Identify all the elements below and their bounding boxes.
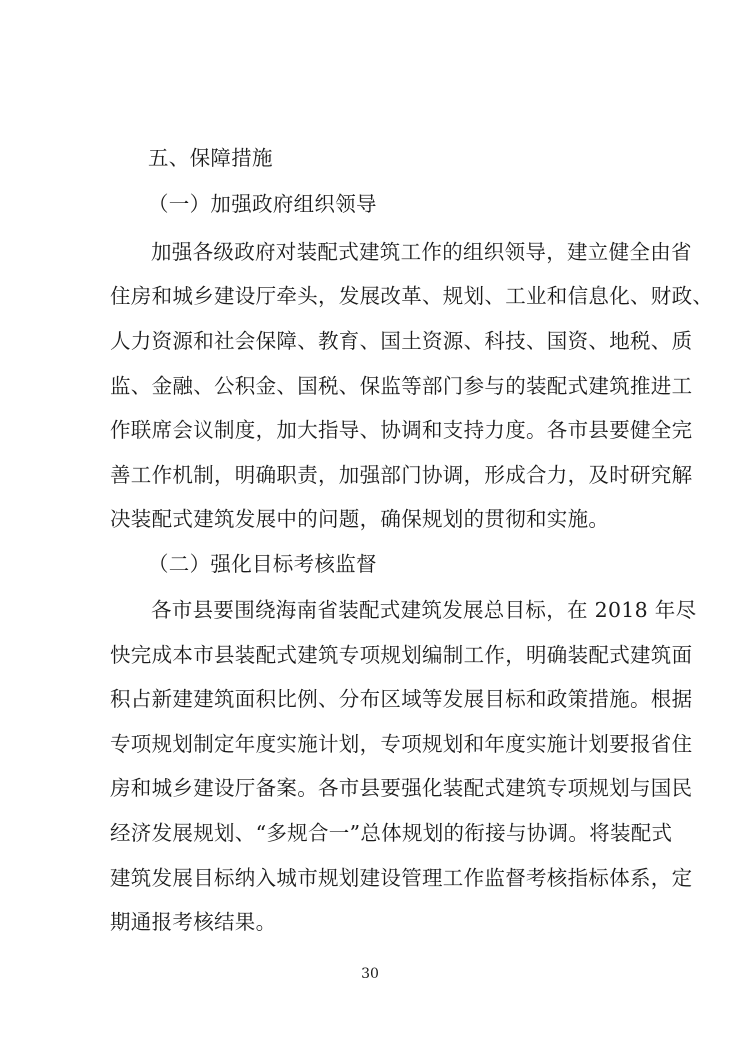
subsection-heading-2: （二）强化目标考核监督: [148, 552, 377, 576]
paragraph-line: 快完成本市县装配式建筑专项规划编制工作，明确装配式建筑面: [110, 643, 693, 667]
paragraph-line: 期通报考核结果。: [110, 910, 277, 934]
paragraph-line: 作联席会议制度，加大指导、协调和支持力度。各市县要健全完: [110, 418, 693, 442]
paragraph-line: 善工作机制，明确职责，加强部门协调，形成合力，及时研究解: [110, 463, 693, 487]
paragraph-line: 加强各级政府对装配式建筑工作的组织领导，建立健全由省: [151, 240, 692, 264]
section-heading: 五、保障措施: [148, 146, 273, 170]
paragraph-line: 建筑发展目标纳入城市规划建设管理工作监督考核指标体系，定: [110, 866, 693, 890]
paragraph-line: 人力资源和社会保障、教育、国土资源、科技、国资、地税、质: [110, 329, 693, 353]
paragraph-line: 监、金融、公积金、国税、保监等部门参与的装配式建筑推进工: [110, 374, 693, 398]
subsection-heading-1: （一）加强政府组织领导: [148, 192, 377, 216]
paragraph-line: 房和城乡建设厅备案。各市县要强化装配式建筑专项规划与国民: [110, 776, 693, 800]
paragraph-line: 专项规划制定年度实施计划，专项规划和年度实施计划要报省住: [110, 732, 693, 756]
paragraph-line: 积占新建建筑面积比例、分布区域等发展目标和政策措施。根据: [110, 687, 693, 711]
paragraph-line: 各市县要围绕海南省装配式建筑发展总目标，在 2018 年尽: [151, 598, 697, 622]
paragraph-line: 决装配式建筑发展中的问题，确保规划的贯彻和实施。: [110, 507, 610, 531]
paragraph-line: 住房和城乡建设厅牵头，发展改革、规划、工业和信息化、财政、: [110, 284, 714, 308]
paragraph-line: 经济发展规划、“多规合一”总体规划的衔接与协调。将装配式: [110, 821, 673, 845]
page-number: 30: [361, 966, 379, 982]
